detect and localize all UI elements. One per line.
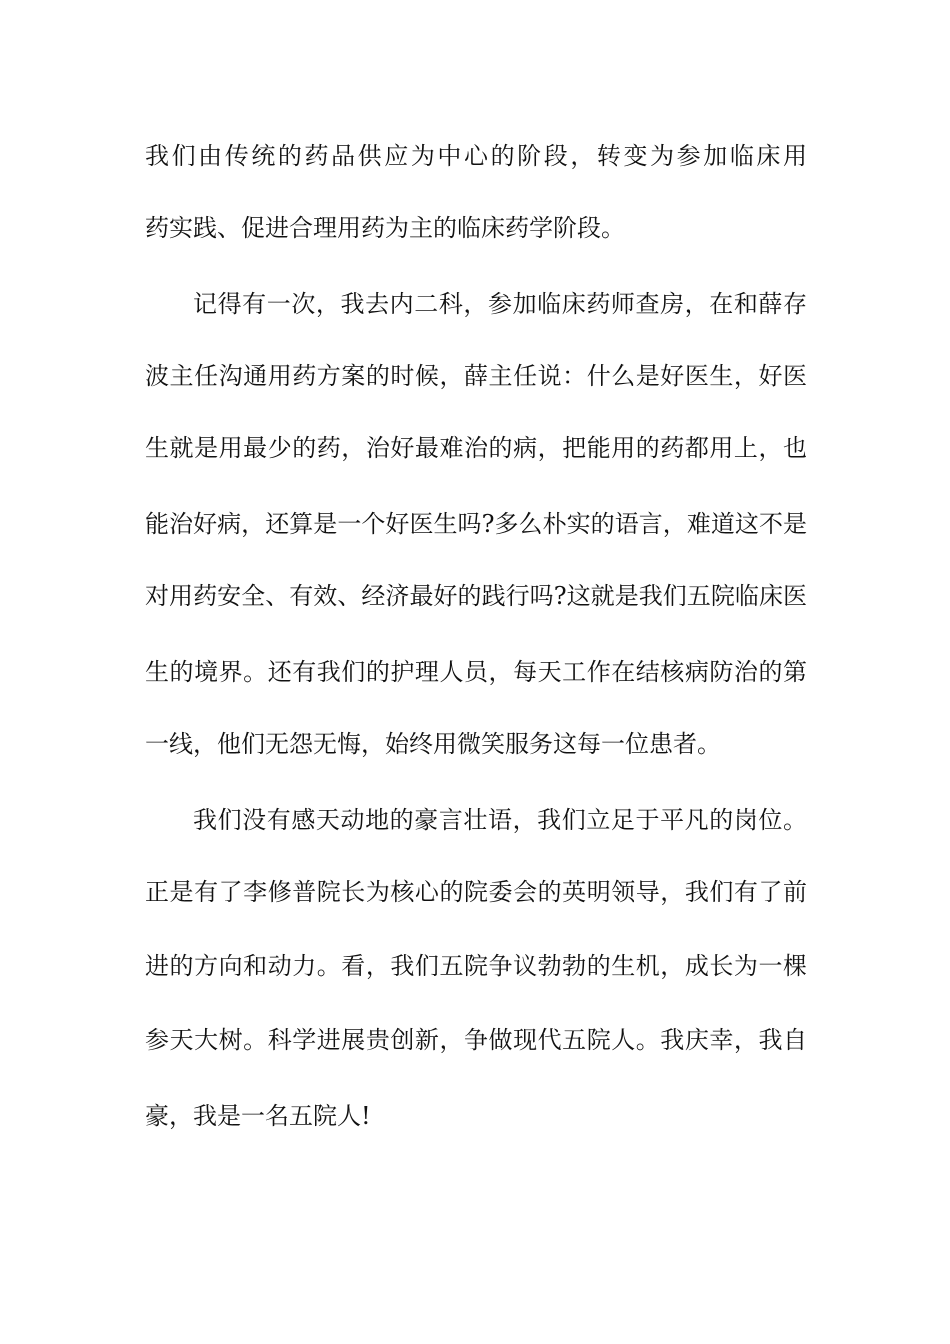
text-line: 进的方向和动力。看，我们五院争议勃勃的生机，成长为一棵	[145, 952, 807, 980]
text-line: 波主任沟通用药方案的时候，薛主任说：什么是好医生，好医	[145, 362, 807, 390]
text-line: 我们没有感天动地的豪言壮语，我们立足于平凡的岗位。	[193, 806, 807, 834]
text-line: 一线，他们无怨无悔，始终用微笑服务这每一位患者。	[145, 730, 721, 758]
text-line: 药实践、促进合理用药为主的临床药学阶段。	[145, 214, 625, 242]
text-line: 记得有一次，我去内二科，参加临床药师查房，在和薛存	[193, 290, 807, 318]
text-line: 豪，我是一名五院人!	[145, 1102, 371, 1130]
text-line: 能治好病，还算是一个好医生吗?多么朴实的语言，难道这不是	[145, 510, 807, 538]
text-line: 生的境界。还有我们的护理人员，每天工作在结核病防治的第	[145, 658, 807, 686]
text-line: 我们由传统的药品供应为中心的阶段，转变为参加临床用	[145, 142, 807, 170]
text-line: 对用药安全、有效、经济最好的践行吗?这就是我们五院临床医	[145, 582, 807, 610]
text-line: 正是有了李修普院长为核心的院委会的英明领导，我们有了前	[145, 878, 807, 906]
text-line: 参天大树。科学进展贵创新，争做现代五院人。我庆幸，我自	[145, 1026, 807, 1054]
text-line: 生就是用最少的药，治好最难治的病，把能用的药都用上，也	[145, 434, 807, 462]
